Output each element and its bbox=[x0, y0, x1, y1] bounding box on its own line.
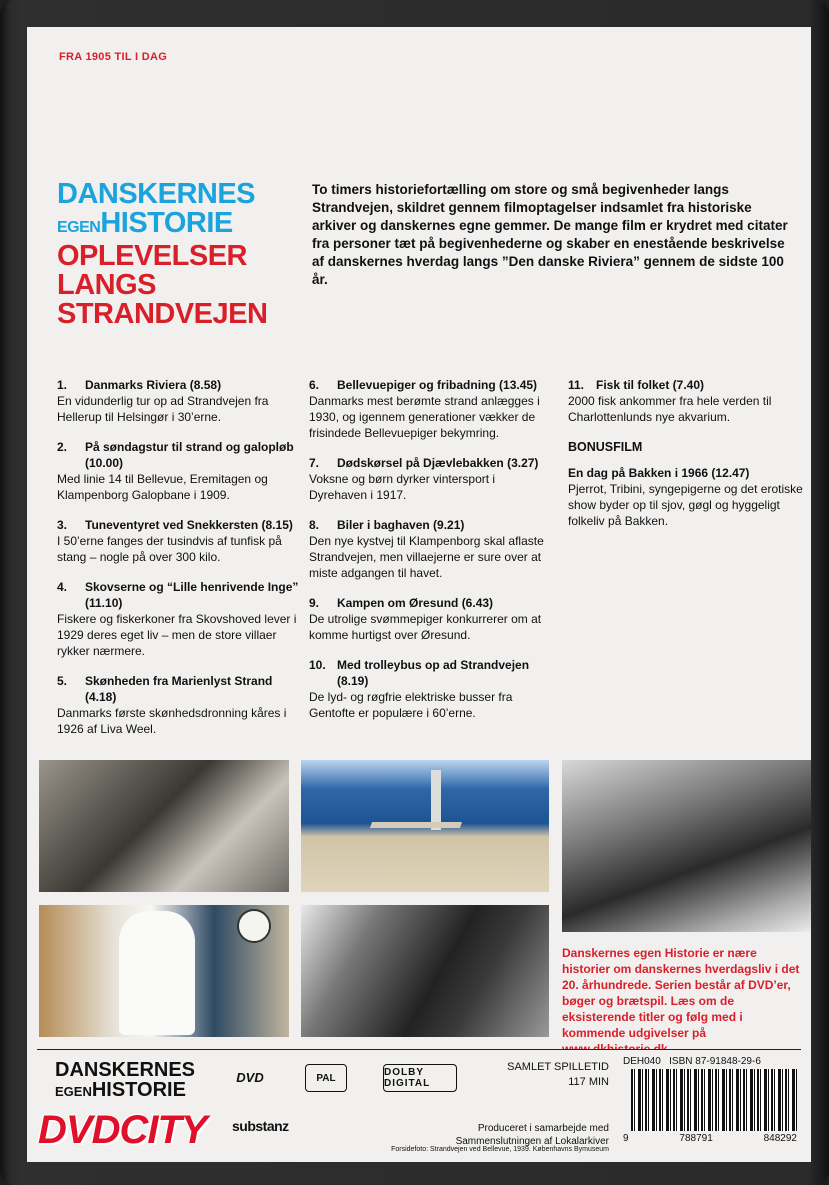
episode-title: Fisk til folket (7.40) bbox=[596, 378, 705, 392]
footer-logo-line-1: DANSKERNES bbox=[55, 1059, 196, 1081]
episode-column-3 bbox=[568, 377, 813, 543]
barcode-digit-left: 9 bbox=[623, 1133, 629, 1144]
dolby-digital-icon: DOLBY DIGITAL bbox=[383, 1064, 457, 1092]
runtime-value: 117 MIN bbox=[568, 1076, 609, 1088]
back-cover bbox=[27, 27, 811, 1162]
episode-desc: Danmarks første skønhedsdronning kåres i 1926 af Liva Weel. bbox=[57, 706, 287, 736]
episode-number: 1. bbox=[57, 378, 68, 392]
isbn: ISBN 87-91848-29-6 bbox=[669, 1056, 761, 1067]
episode-item bbox=[309, 377, 554, 441]
series-title bbox=[57, 180, 307, 329]
footer-logo bbox=[55, 1060, 205, 1102]
episode-title: Biler i baghaven (9.21) bbox=[337, 518, 465, 532]
tagline: FRA 1905 TIL I DAG bbox=[59, 51, 168, 63]
episode-title: Med trolleybus op ad Strandvejen (8.19) bbox=[337, 658, 530, 688]
episode-desc: Voksne og børn dyrker vintersport i Dyrehaven i 1917. bbox=[309, 472, 496, 502]
intro-text: To timers historiefortælling om store og små begivenheder langs Strandvejen, skildret gennem filmoptagelser indsamlet fra historiske arkiver og danskernes egne gemmer. De mange film er krydret med citater fra personer tæt på begivenhederne og skaber en enestående beskrivelse af danskernes hverdag langs ”Den danske Riviera” gennem de sidste 100 år. bbox=[312, 182, 788, 287]
episode-number: 10. bbox=[309, 658, 326, 672]
photo-credit: Forsidefoto: Strandvejen ved Bellevue, 1939. Københavns Bymuseum bbox=[391, 1146, 609, 1153]
still-photo-crowd bbox=[39, 760, 289, 892]
episode-title: Skønheden fra Marienlyst Strand (4.18) bbox=[85, 674, 273, 704]
barcode-digits-right: 848292 bbox=[763, 1133, 797, 1144]
barcode-block bbox=[623, 1056, 797, 1152]
title-line-1: DANSKERNES bbox=[57, 178, 256, 210]
episode-number: 9. bbox=[309, 596, 320, 610]
pal-badge-icon: PAL bbox=[305, 1064, 347, 1092]
still-photo-beach bbox=[301, 760, 549, 892]
footer-logo-small: EGEN bbox=[55, 1084, 92, 1099]
barcode-icon bbox=[631, 1069, 797, 1131]
runtime-label: SAMLET SPILLETID bbox=[507, 1061, 609, 1073]
episode-item bbox=[309, 455, 554, 503]
runtime bbox=[499, 1060, 609, 1090]
episode-title: Tuneventyret ved Snekkersten (8.15) bbox=[85, 518, 293, 532]
episode-number: 2. bbox=[57, 440, 68, 454]
clock-icon bbox=[237, 909, 271, 943]
episode-item bbox=[57, 439, 302, 503]
episode-number: 4. bbox=[57, 580, 68, 594]
episode-number: 3. bbox=[57, 518, 68, 532]
episode-item bbox=[568, 377, 813, 425]
episode-desc: Med linie 14 til Bellevue, Eremitagen og Klampenborg Galopbane i 1909. bbox=[57, 472, 268, 502]
dvd-logo-icon: DVD bbox=[236, 1069, 264, 1085]
bonus-desc: Pjerrot, Tribini, syngepigerne og det erotiske show byder op til sjov, gøgl og hyggeligt folkeliv på Bakken. bbox=[568, 482, 803, 528]
episode-title: Dødskørsel på Djævlebakken (3.27) bbox=[337, 456, 539, 470]
episode-title: Bellevuepiger og fribadning (13.45) bbox=[337, 378, 538, 392]
episode-column-2 bbox=[309, 377, 554, 735]
subtitle-line-1: OPLEVELSER LANGS bbox=[57, 240, 247, 301]
episode-number: 5. bbox=[57, 674, 68, 688]
episode-desc: Danmarks mest berømte strand anlægges i 1930, og igennem generationer vækker de frisindede Bellevuepiger bekymring. bbox=[309, 394, 540, 440]
episode-desc: De utrolige svømmepiger konkurrerer om at komme hurtigst over Øresund. bbox=[309, 612, 542, 642]
catalog-number: DEH040 bbox=[623, 1056, 661, 1067]
episode-item bbox=[57, 579, 302, 659]
episode-title: På søndagstur til strand og galopløb (10.00) bbox=[85, 440, 294, 470]
episode-item bbox=[57, 377, 302, 425]
episode-desc: 2000 fisk ankommer fra hele verden til Charlottenlunds nye akvarium. bbox=[568, 394, 772, 424]
episode-number: 6. bbox=[309, 378, 320, 392]
episode-desc: En vidunderlig tur op ad Strandvejen fra Hellerup til Helsingør i 30’erne. bbox=[57, 394, 269, 424]
episode-item bbox=[309, 595, 554, 643]
episode-number: 7. bbox=[309, 456, 320, 470]
episode-title: Danmarks Riviera (8.58) bbox=[85, 378, 222, 392]
bonus-heading: BONUSFILM bbox=[568, 440, 643, 454]
publisher-logo: substanz bbox=[232, 1118, 289, 1134]
episode-column-1 bbox=[57, 377, 302, 751]
footer-logo-line-2: HISTORIE bbox=[91, 1079, 186, 1101]
episode-desc: Den nye kystvej til Klampenborg skal aflaste Strandvejen, men villaejerne er sure over at miste adgangen til havet. bbox=[309, 534, 544, 580]
watermark-logo: DVDCITY bbox=[38, 1108, 207, 1152]
subtitle-line-2: STRANDVEJEN bbox=[57, 298, 268, 330]
title-small: EGEN bbox=[57, 219, 101, 236]
still-photo-sledding bbox=[562, 760, 811, 932]
still-photo-horse-race bbox=[301, 905, 549, 1037]
episode-number: 8. bbox=[309, 518, 320, 532]
pier-shape bbox=[370, 822, 462, 828]
episode-number: 11. bbox=[568, 378, 585, 392]
pierrot-figure-shape bbox=[119, 911, 195, 1035]
series-note: Danskernes egen Historie er nære historier om danskernes hverdagsliv i det 20. århundrede. Serien består af DVD’er, bøger og brætspil. Læs om de eksisterende titler og følg med i kommende udgivelser på bbox=[562, 946, 800, 1040]
production-credit: Produceret i samarbejde med Sammenslutningen af Lokalarkiver bbox=[455, 1123, 609, 1147]
episode-item bbox=[57, 673, 302, 737]
episode-title: Skovserne og “Lille henrivende Inge” (11.10) bbox=[85, 580, 299, 610]
episode-desc: Fiskere og fiskerkoner fra Skovshoved lever i 1929 deres eget liv – men de store villaer rykker nærmere. bbox=[57, 612, 297, 658]
title-line-2: HISTORIE bbox=[100, 207, 233, 239]
episode-item bbox=[309, 517, 554, 581]
episode-item bbox=[309, 657, 554, 721]
bonus-item bbox=[568, 465, 813, 529]
still-photo-pierrot bbox=[39, 905, 289, 1037]
episode-item bbox=[57, 517, 302, 565]
barcode-digits-mid: 788791 bbox=[679, 1133, 713, 1144]
lifeguard-tower-shape bbox=[431, 770, 441, 830]
episode-desc: I 50’erne fanges der tusindvis af tunfisk på stang – nogle på over 300 kilo. bbox=[57, 534, 282, 564]
episode-title: Kampen om Øresund (6.43) bbox=[337, 596, 494, 610]
bonus-title: En dag på Bakken i 1966 (12.47) bbox=[568, 466, 750, 480]
episode-desc: De lyd- og røgfrie elektriske busser fra Gentofte er populære i 60’erne. bbox=[309, 690, 513, 720]
